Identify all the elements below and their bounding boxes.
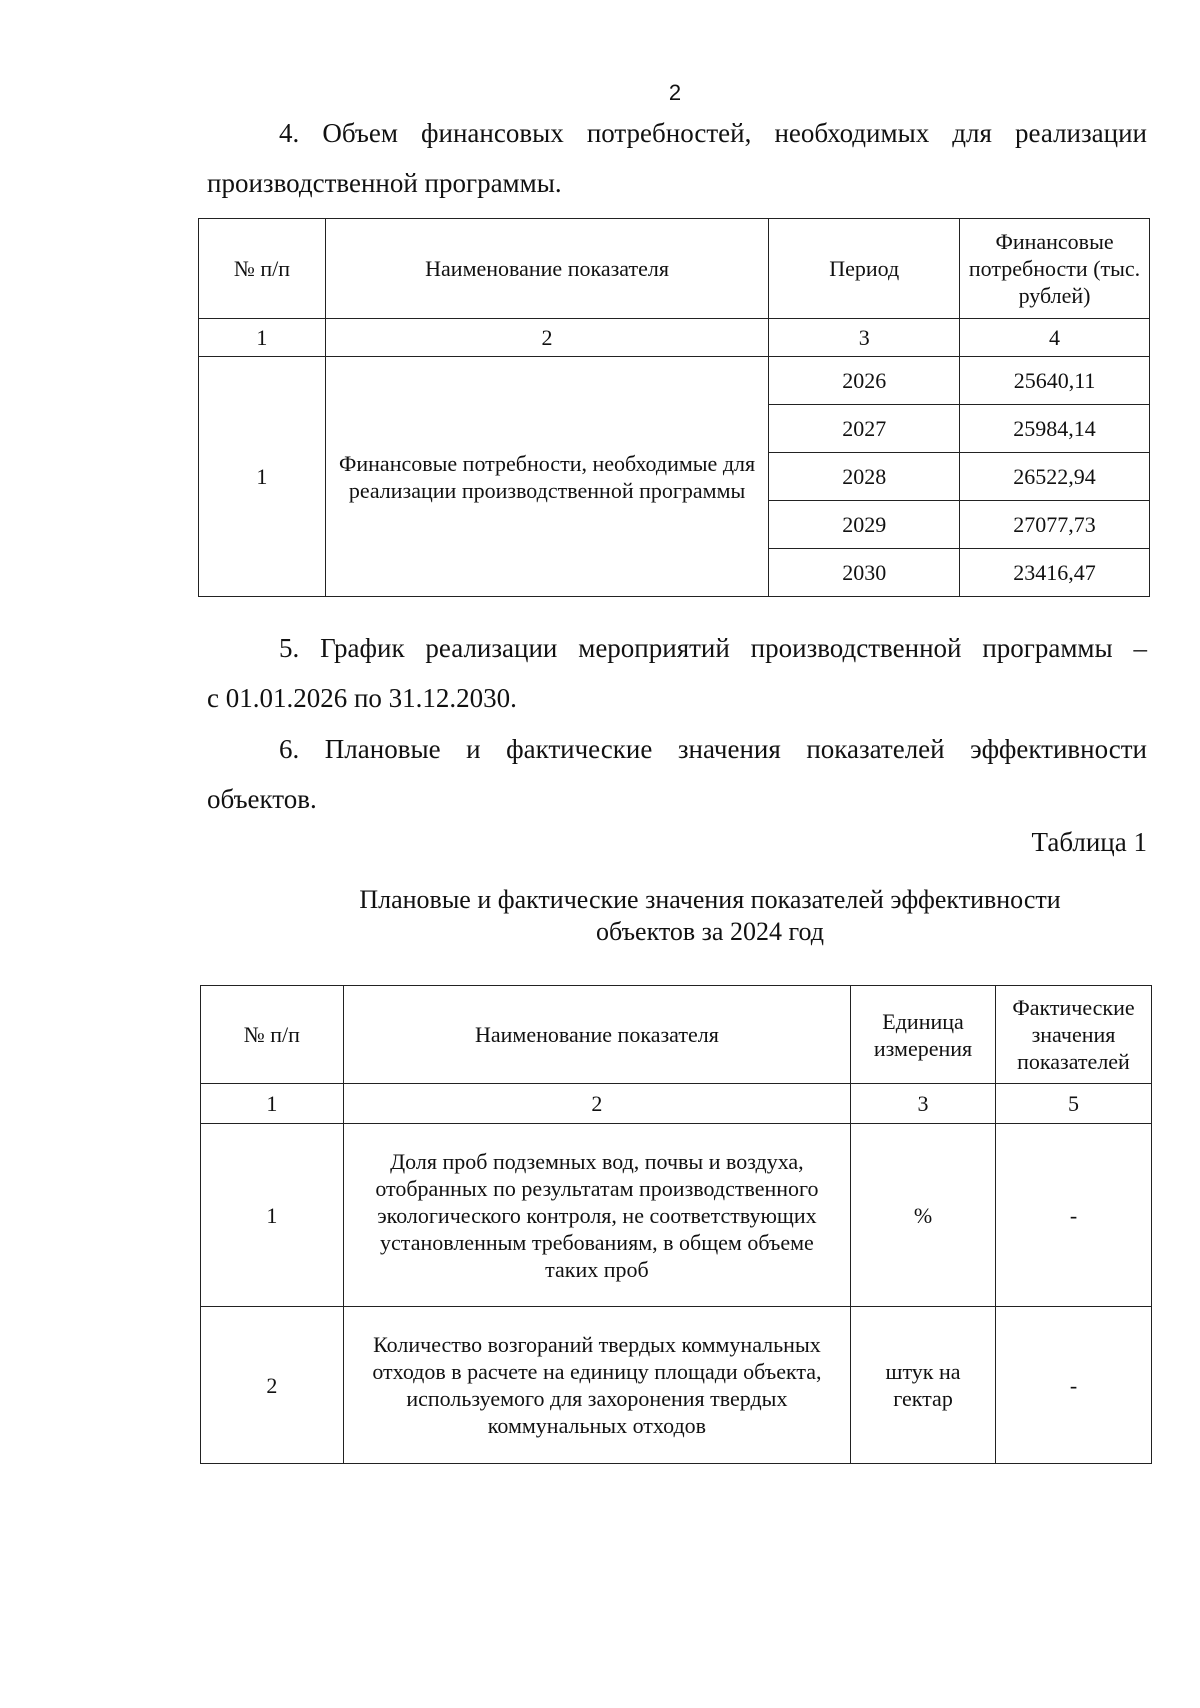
efficiency-colnum-4: 5: [996, 1084, 1152, 1124]
finance-period-year: 2029: [769, 501, 960, 549]
section-5-line-1: 5. График реализации мероприятий производственной программы –: [279, 633, 1147, 663]
finance-period-value: 23416,47: [960, 549, 1150, 597]
finance-period-value: 27077,73: [960, 501, 1150, 549]
table-row: [201, 1124, 1152, 1307]
finance-period-year: 2030: [769, 549, 960, 597]
efficiency-header-unit: Единица измерения: [851, 986, 996, 1084]
section-4-paragraph: [207, 108, 1147, 208]
finance-header-needs: Финансовые потребности (тыс. рублей): [960, 219, 1150, 319]
efficiency-row-unit: %: [851, 1124, 996, 1307]
section-6-paragraph: [207, 724, 1147, 824]
efficiency-header-row: [201, 986, 1152, 1084]
section-4-line-1: 4. Объем финансовых потребностей, необходимых для реализации: [279, 118, 1147, 148]
table-row: [201, 1307, 1152, 1464]
table-1-title: [270, 884, 1150, 948]
finance-header-period: Период: [769, 219, 960, 319]
finance-column-number-row: [199, 319, 1150, 357]
section-5-paragraph: [207, 623, 1147, 723]
finance-colnum-1: 1: [199, 319, 326, 357]
section-4-line-2: производственной программы.: [207, 168, 562, 198]
finance-period-value: 26522,94: [960, 453, 1150, 501]
finance-header-row: [199, 219, 1150, 319]
finance-period-year: 2027: [769, 405, 960, 453]
table-1-label: Таблица 1: [1031, 827, 1147, 857]
finance-row-number: 1: [199, 357, 326, 597]
efficiency-header-num: № п/п: [201, 986, 344, 1084]
finance-period-year: 2028: [769, 453, 960, 501]
page-number: 2: [668, 80, 682, 105]
section-6-line-2: объектов.: [207, 784, 317, 814]
efficiency-table: [200, 985, 1152, 1464]
finance-header-name: Наименование показателя: [325, 219, 768, 319]
efficiency-column-number-row: [201, 1084, 1152, 1124]
section-5-line-2: с 01.01.2026 по 31.12.2030.: [207, 683, 517, 713]
efficiency-row-value: -: [996, 1307, 1152, 1464]
finance-table: [198, 218, 1150, 597]
efficiency-row-unit: штук на гектар: [851, 1307, 996, 1464]
section-6-line-1: 6. Плановые и фактические значения показателей эффективности: [279, 734, 1147, 764]
efficiency-row-number: 2: [201, 1307, 344, 1464]
efficiency-header-actual: Фактические значения показателей: [996, 986, 1152, 1084]
finance-colnum-3: 3: [769, 319, 960, 357]
finance-colnum-4: 4: [960, 319, 1150, 357]
table-1-title-line-1: Плановые и фактические значения показателей эффективности: [359, 885, 1061, 914]
finance-period-value: 25640,11: [960, 357, 1150, 405]
efficiency-row-value: -: [996, 1124, 1152, 1307]
finance-row-name: Финансовые потребности, необходимые для реализации производственной программы: [325, 357, 768, 597]
efficiency-row-name: Доля проб подземных вод, почвы и воздуха, отобранных по результатам производственного экологического контроля, не соответствующих установленным требованиям, в общем объеме таких проб: [343, 1124, 850, 1307]
efficiency-colnum-2: 2: [343, 1084, 850, 1124]
efficiency-row-number: 1: [201, 1124, 344, 1307]
finance-period-year: 2026: [769, 357, 960, 405]
table-1-title-line-2: объектов за 2024 год: [596, 917, 824, 946]
finance-header-num: № п/п: [199, 219, 326, 319]
efficiency-header-name: Наименование показателя: [343, 986, 850, 1084]
finance-period-value: 25984,14: [960, 405, 1150, 453]
efficiency-row-name: Количество возгораний твердых коммунальных отходов в расчете на единицу площади объекта, используемого для захоронения твердых коммунальных отходов: [343, 1307, 850, 1464]
efficiency-colnum-3: 3: [851, 1084, 996, 1124]
table-row: [199, 357, 1150, 405]
efficiency-colnum-1: 1: [201, 1084, 344, 1124]
finance-colnum-2: 2: [325, 319, 768, 357]
